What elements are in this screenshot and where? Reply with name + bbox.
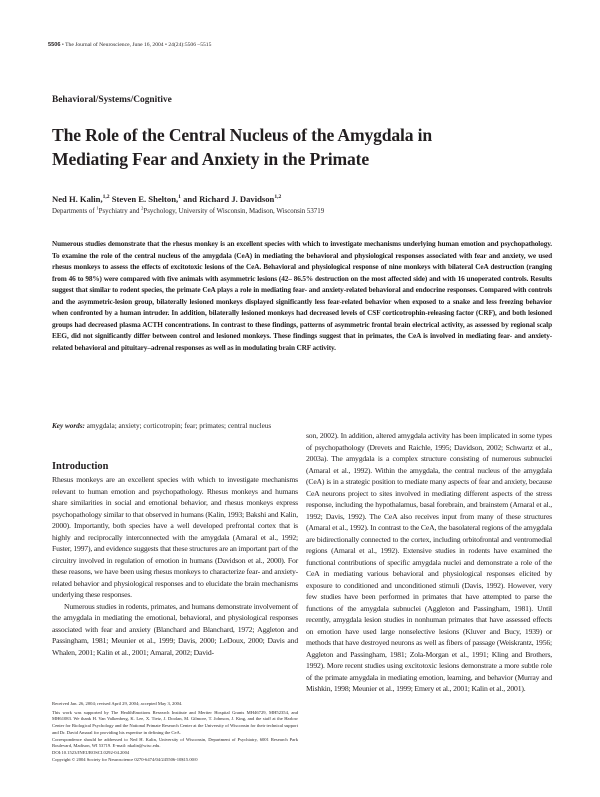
author-affiliation-mark: 1 xyxy=(178,194,181,201)
keywords xyxy=(52,422,271,430)
affiliation xyxy=(52,205,325,215)
affiliation-prefix: Departments of xyxy=(52,208,97,215)
abstract: Numerous studies demonstrate that the rhesus monkey is an excellent species with which to investigate mechanisms underlying human emotion and psychopathology. To examine the role of the central nucleus of the amygdala (CeA) in mediating the behavioral and physiological responses associated with fear and anxiety, we used rhesus monkeys to assess the effects of excitotoxic lesions of the CeA. Behavioral and physiological response of nine monkeys with bilateral CeA destruction (ranging from 46 to 98%) were compared with five animals with asymmetric lesions (42– 86.5% destruction on the most affected side) and with 16 unoperated controls. Results suggest that similar to rodent species, the primate CeA plays a role in mediating fear- and anxiety-related behavioral and endocrine responses. Compared with controls and the asymmetric-lesion group, bilaterally lesioned monkeys displayed significantly less fear-related behavior when exposed to a snake and less freezing behavior when confronted by a human intruder. In addition, bilaterally lesioned monkeys had decreased levels of CSF corticotrophin-releasing factor (CRF), and both lesioned groups had decreased plasma ACTH concentrations. In contrast to these findings, patterns of asymmetric frontal brain electrical activity, as assessed by regional scalp EEG, did not significantly differ between control and lesioned monkeys. These findings suggest that in primates, the CeA is involved in mediating fear- and anxiety-related behavioral and pituitary–adrenal responses as well as in modulating brain CRF activity. xyxy=(52,240,552,352)
section-heading: Introduction xyxy=(52,461,109,472)
footnotes xyxy=(52,701,298,763)
footnote-correspondence: Correspondence should be addressed to Ned H. Kalin, University of Wisconsin, Department of Psychiatry, 6001 Research Park Boulevard, Madison, WI 53719. E-mail: nkalin@wisc.edu. xyxy=(52,736,298,749)
keywords-text: amygdala; anxiety; corticotropin; fear; primates; central nucleus xyxy=(84,422,272,430)
journal-citation: • The Journal of Neuroscience, June 16, 2004 • 24(24):5506 –5515 xyxy=(60,42,212,48)
author-name: Ned H. Kalin, xyxy=(52,194,103,204)
body-paragraph: Rhesus monkeys are an excellent species with which to investigate mechanisms relevant to human emotion and psychopathology. Rhesus monkeys and humans share similarities in social and emotional behavior, and rhesus monkeys express psychopathology similar to that observed in humans (Kalin, 1993; Bakshi and Kalin, 2000). Importantly, both species have a well developed prefrontal cortex that is highly and reciprocally interconnected with the amygdala (Amaral et al., 1992; Fuster, 1997), and evidence suggests that these structures are an important part of the circuitry involved in regulation of emotion in humans (Davidson et al., 2000). For these reasons, we have been using rhesus monkeys to characterize fear- and anxiety-related behavior and physiological responses and to elucidate the brain mechanisms underlying these responses. xyxy=(52,475,298,599)
article-title: The Role of the Central Nucleus of the Amygdala in Mediating Fear and Anxiety in the Primate xyxy=(52,125,433,169)
footnote-received: Received Jan. 26, 2004; revised April 29, 2004; accepted May 3, 2004. xyxy=(52,701,183,706)
author-name: Steven E. Shelton, xyxy=(111,194,179,204)
footnote-doi: DOI:10.1523/JNEUROSCI.0292-04.2004 xyxy=(52,749,130,755)
affiliation-rest: Psychology, University of Wisconsin, Madison, Wisconsin 53719 xyxy=(143,208,325,215)
body-paragraph: Numerous studies in rodents, primates, and humans demonstrate involvement of the amygdala in mediating the emotional, behavioral, and physiological responses associated with fear and anxiety (Blanchard and Blanchard, 1972; Aggleton and Passingham, 1981; Meunier et al., 1999; Davis, 2000; LeDoux, 2000; Davis and Whalen, 2001; Kalin et al., 2001; Amaral, 2002; David- xyxy=(52,601,298,657)
page-number: 5506 xyxy=(48,42,61,48)
left-column xyxy=(52,460,298,658)
running-header xyxy=(48,42,211,48)
right-column xyxy=(306,430,552,695)
footnote-copyright: Copyright © 2004 Society for Neuroscience 0270-6474/04/245506-10$15.00/0 xyxy=(52,756,198,762)
author-affiliation-mark: 1,2 xyxy=(274,194,282,201)
body-paragraph: son, 2002). In addition, altered amygdala activity has been implicated in some types of psychopathology (Drevets and Raichle, 1995; Davidson, 2002; Schwartz et al., 2003a). The amygdala is a complex structure consisting of numerous subnuclei (Amaral et al., 1992). Within the amygdala, the central nucleus of the amygdala (CeA) is in a strategic position to mediate many aspects of fear and anxiety, because CeA neurons project to sites involved in mediating different aspects of the stress response, including the hypothalamus, basal forebrain, and brainstem (Amaral et al., 1992; Davis, 1992). The CeA also receives input from many of these structures (Amaral et al., 1992). In contrast to the CeA, the basolateral regions of the amygdala are bidirectionally connected to the cortex, including orbitofrontal and ventromedial regions (Amaral et al., 1992). Extensive studies in rodents have examined the functional contributions of specific amygdala nuclei and demonstrate a role of the CeA in mediating various behavioral and physiological responses elicited by exposure to conditioned and unconditioned stimuli (Davis, 1992). However, very few studies have been performed in primates that have attempted to parse the functions of the amygdala subnuclei (Aggleton and Passingham, 1981). Until recently, amygdala lesion studies in nonhuman primates that have assessed effects on emotion have used large nonselective lesions (Kluver and Bucy, 1939) or methods that have destroyed neurons as well as fibers of passage (Weiskrantz, 1956; Aggleton and Passingham, 1981; Zola-Morgan et al., 1991; Kling and Brothers, 1992). More recent studies using excitotoxic lesions demonstrate a more subtle role of the primate amygdala in mediating emotion, learning, and behavior (Murray and Mishkin, 1998; Meunier et al., 1999; Emery et al., 2001; Kalin et al., 2001). xyxy=(306,431,552,693)
affiliation-mark: 1 xyxy=(96,205,99,211)
section-label: Behavioral/Systems/Cognitive xyxy=(52,95,172,105)
author-list xyxy=(52,194,281,204)
keywords-label: Key words: xyxy=(52,422,85,430)
affiliation-dept: Psychiatry and xyxy=(98,208,142,215)
footnote-support: This work was supported by The HealthEmotions Research Institute and Meriter Hospital Grants MH46729, MH52354, and MH61083. We thank H. Van Valkenberg, K. Lee, X. Tietz, J. Doolan, M. Gilmore, T. Johnson, J. King, and the staff at the Harlow Center for Biological Psychology and the National Primate Research Center at the University of Wisconsin for their technical support and Dr. David Amaral for providing his expertise in defining the CeA. xyxy=(52,709,298,735)
author-name: and Richard J. Davidson xyxy=(183,194,275,204)
author-affiliation-mark: 1,2 xyxy=(102,194,110,201)
affiliation-mark: 2 xyxy=(141,205,144,211)
